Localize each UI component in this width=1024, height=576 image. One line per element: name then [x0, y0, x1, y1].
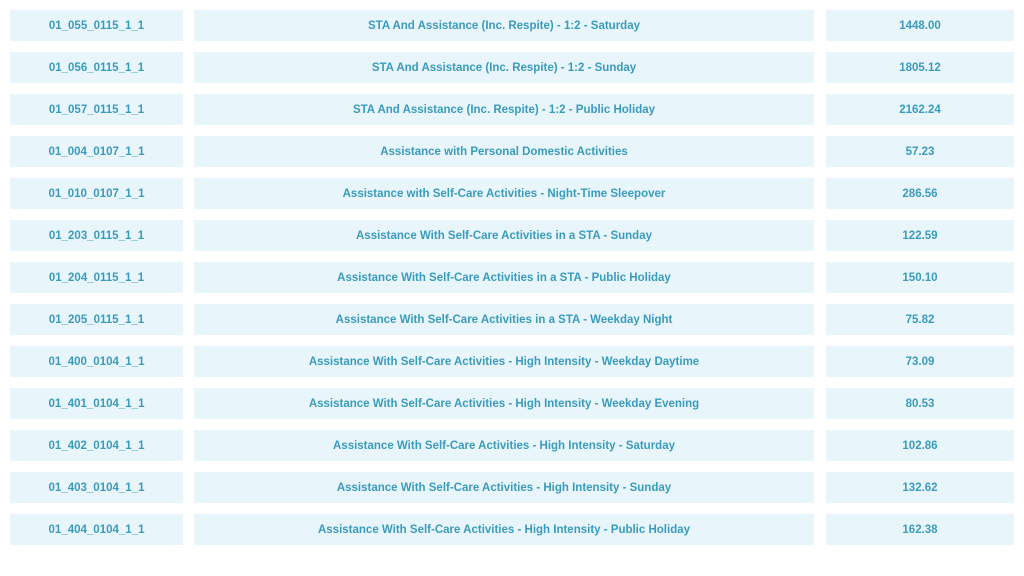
item-price-cell: 286.56	[826, 178, 1014, 209]
item-description-cell: STA And Assistance (Inc. Respite) - 1:2 - Saturday	[194, 10, 814, 41]
table-row	[0, 430, 1024, 461]
item-code-cell: 01_402_0104_1_1	[10, 430, 183, 461]
item-price-cell: 57.23	[826, 136, 1014, 167]
table-row	[0, 220, 1024, 251]
item-description-cell: Assistance with Self-Care Activities - Night-Time Sleepover	[194, 178, 814, 209]
item-code-cell: 01_205_0115_1_1	[10, 304, 183, 335]
table-row	[0, 178, 1024, 209]
item-price-cell: 1448.00	[826, 10, 1014, 41]
table-row	[0, 346, 1024, 377]
table-row	[0, 472, 1024, 503]
item-description-cell: Assistance With Self-Care Activities - High Intensity - Weekday Evening	[194, 388, 814, 419]
item-code-cell: 01_403_0104_1_1	[10, 472, 183, 503]
item-price-cell: 75.82	[826, 304, 1014, 335]
item-code-cell: 01_401_0104_1_1	[10, 388, 183, 419]
item-price-cell: 2162.24	[826, 94, 1014, 125]
item-description-cell: STA And Assistance (Inc. Respite) - 1:2 - Public Holiday	[194, 94, 814, 125]
table-row	[0, 52, 1024, 83]
item-description-cell: STA And Assistance (Inc. Respite) - 1:2 - Sunday	[194, 52, 814, 83]
table-row	[0, 10, 1024, 41]
item-description-cell: Assistance With Self-Care Activities in a STA - Sunday	[194, 220, 814, 251]
item-code-cell: 01_203_0115_1_1	[10, 220, 183, 251]
item-code-cell: 01_057_0115_1_1	[10, 94, 183, 125]
item-description-cell: Assistance with Personal Domestic Activities	[194, 136, 814, 167]
item-code-cell: 01_010_0107_1_1	[10, 178, 183, 209]
item-price-cell: 73.09	[826, 346, 1014, 377]
item-description-cell: Assistance With Self-Care Activities in a STA - Public Holiday	[194, 262, 814, 293]
table-row	[0, 136, 1024, 167]
item-price-cell: 122.59	[826, 220, 1014, 251]
table-row	[0, 514, 1024, 545]
item-price-cell: 102.86	[826, 430, 1014, 461]
item-price-cell: 150.10	[826, 262, 1014, 293]
table-row	[0, 262, 1024, 293]
table-row	[0, 94, 1024, 125]
table-row	[0, 304, 1024, 335]
item-description-cell: Assistance With Self-Care Activities in a STA - Weekday Night	[194, 304, 814, 335]
item-code-cell: 01_056_0115_1_1	[10, 52, 183, 83]
item-price-cell: 162.38	[826, 514, 1014, 545]
item-description-cell: Assistance With Self-Care Activities - High Intensity - Weekday Daytime	[194, 346, 814, 377]
item-code-cell: 01_400_0104_1_1	[10, 346, 183, 377]
item-price-cell: 132.62	[826, 472, 1014, 503]
item-price-cell: 1805.12	[826, 52, 1014, 83]
item-code-cell: 01_404_0104_1_1	[10, 514, 183, 545]
item-description-cell: Assistance With Self-Care Activities - High Intensity - Saturday	[194, 430, 814, 461]
item-code-cell: 01_055_0115_1_1	[10, 10, 183, 41]
item-price-cell: 80.53	[826, 388, 1014, 419]
item-code-cell: 01_004_0107_1_1	[10, 136, 183, 167]
item-description-cell: Assistance With Self-Care Activities - High Intensity - Public Holiday	[194, 514, 814, 545]
item-code-cell: 01_204_0115_1_1	[10, 262, 183, 293]
table-row	[0, 388, 1024, 419]
item-description-cell: Assistance With Self-Care Activities - High Intensity - Sunday	[194, 472, 814, 503]
